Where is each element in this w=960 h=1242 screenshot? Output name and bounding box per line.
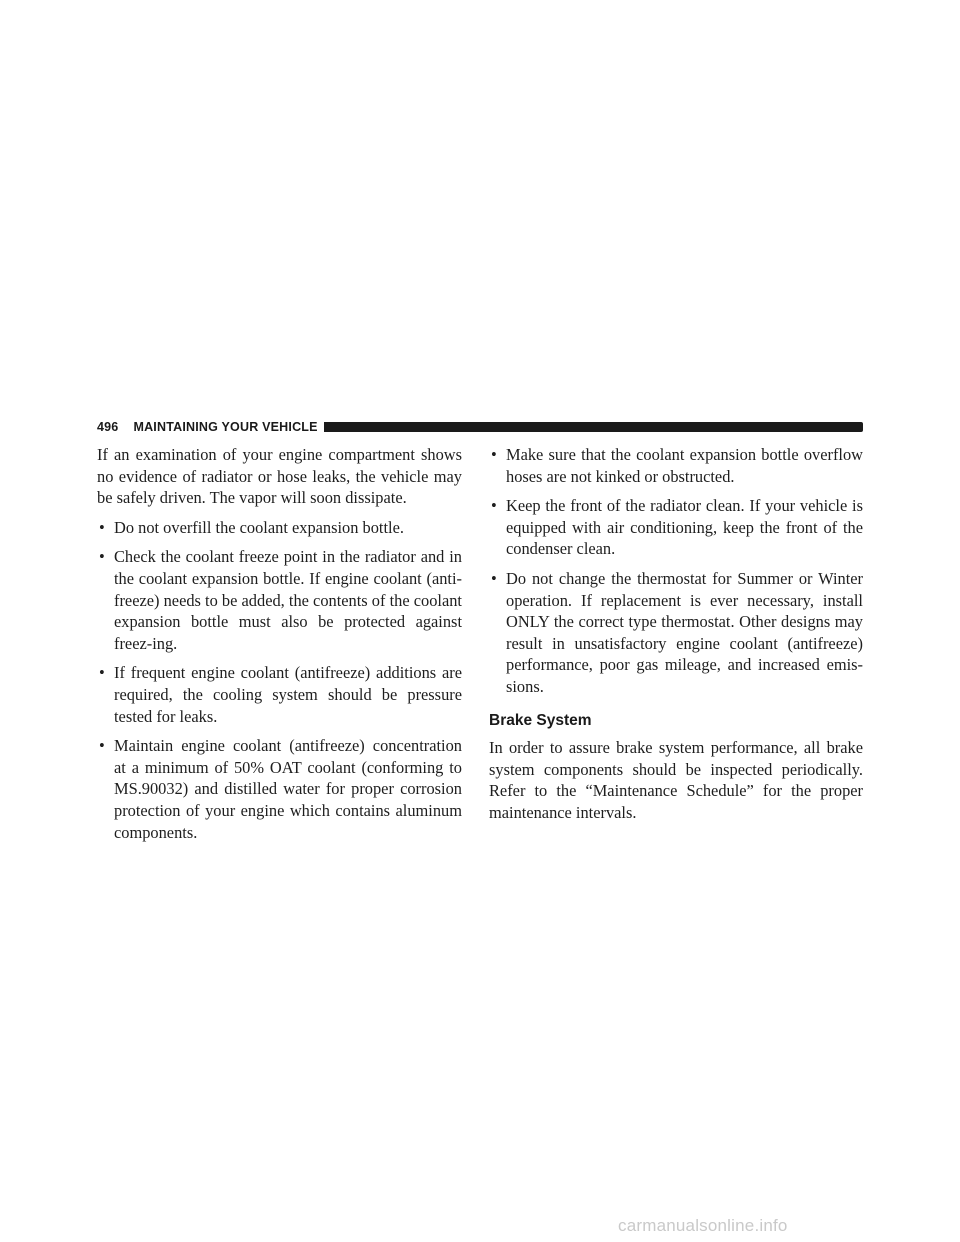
list-item — [489, 444, 863, 487]
coolant-bullet-list — [97, 517, 462, 843]
list-item-text: Check the coolant freeze point in the radiator and in the coolant expansion bottle. If engine coolant (anti-freeze) needs to be added, the contents of the coolant expansion bottle must also be protected against freez-ing. — [114, 547, 462, 653]
page-number: 496 — [97, 420, 119, 434]
section-title: MAINTAINING YOUR VEHICLE — [133, 420, 318, 434]
list-item-text: Maintain engine coolant (antifreeze) concentration at a minimum of 50% OAT coolant (conforming to MS.90032) and distilled water for proper corrosion protection of your engine which contains aluminum components. — [114, 736, 462, 842]
list-item — [97, 735, 462, 843]
list-item — [489, 495, 863, 560]
list-item-text: Do not overfill the coolant expansion bottle. — [114, 517, 404, 537]
watermark: carmanualsonline.info — [618, 1216, 788, 1235]
bullet-icon: • — [99, 663, 105, 683]
right-column — [489, 444, 863, 832]
bullet-icon: • — [99, 547, 105, 567]
list-item-text: Keep the front of the radiator clean. If your vehicle is equipped with air conditioning, keep the front of the condenser clean. — [506, 496, 863, 559]
bullet-icon: • — [491, 568, 497, 588]
brake-system-paragraph: In order to assure brake system performance, all brake system components should be inspected periodically. Refer to the “Maintenance Schedule” for the proper maintenance intervals. — [489, 738, 863, 822]
bullet-icon: • — [99, 517, 105, 537]
list-item-text: If frequent engine coolant (antifreeze) additions are required, the cooling system should be pressure tested for leaks. — [114, 663, 462, 726]
coolant-bullet-list-continued — [489, 444, 863, 698]
intro-paragraph: If an examination of your engine compartment shows no evidence of radiator or hose leaks, the vehicle may be safely driven. The vapor will soon dissipate. — [97, 445, 462, 508]
header-bar — [324, 422, 863, 432]
list-item-text: Make sure that the coolant expansion bottle overflow hoses are not kinked or obstructed. — [506, 445, 863, 486]
bullet-icon: • — [99, 736, 105, 756]
bullet-icon: • — [491, 496, 497, 516]
bullet-icon: • — [491, 445, 497, 464]
list-item — [97, 517, 462, 539]
list-item-text: Do not change the thermostat for Summer or Winter operation. If replacement is ever necessary, install ONLY the correct type thermostat. Other designs may result in unsatisfactory engine coolant (antifreeze) performance, poor gas mileage, and increased emis-sions. — [506, 568, 863, 696]
left-column — [97, 444, 462, 851]
page-header — [97, 418, 863, 436]
brake-system-heading: Brake System — [489, 711, 592, 729]
list-item — [489, 568, 863, 698]
list-item — [97, 662, 462, 727]
list-item — [97, 546, 462, 654]
